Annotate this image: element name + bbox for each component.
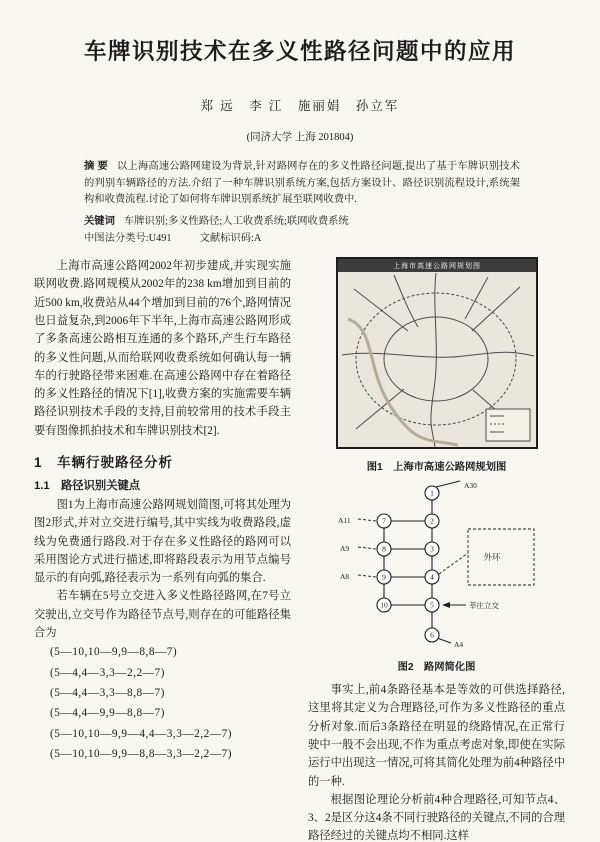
clc-number: 中图法分类号:U491 <box>84 233 172 245</box>
label-a30: A30 <box>463 481 477 491</box>
label-xinzhuang-interchange: 莘庄立交 <box>468 601 499 611</box>
path-intro-paragraph: 若车辆在5号立交进入多义性路径路网,在7号立交驶出,立交号作为路径节点号,则存在的可能路径集合为 <box>34 590 291 640</box>
path-item: (5—10,10—9,9—4,4—3,3—2,2—7) <box>50 727 233 740</box>
node-8: 8 <box>381 544 386 554</box>
interchange-arrowhead <box>442 602 450 608</box>
figure-2-caption: 图2 路网简化图 <box>397 662 476 674</box>
node-3: 3 <box>429 544 434 554</box>
section-1-1-heading: 1.1 路径识别关键点 <box>34 479 141 492</box>
section-1-1-paragraph: 图1为上海市高速公路网规划简图,可将其处理为图2形式,并对立交进行编号,其中实线为收费路段,虚线为免费通行路段.对于存在多义性路径的路网可以采用图论方式进行描述,即将路段表示为用节点编号显示的有向弧,路径表示为一系列有向弧的集合. <box>34 498 292 585</box>
abstract <box>84 159 520 209</box>
node-10: 10 <box>379 600 388 610</box>
node-2: 2 <box>429 516 434 526</box>
node-7: 7 <box>381 516 386 526</box>
figure-1-caption: 图1 上海市高速公路网规划图 <box>366 462 507 474</box>
keywords-label: 关键词 <box>84 216 115 228</box>
right-column <box>308 257 565 842</box>
node-6: 6 <box>429 630 434 640</box>
path-item: (5—10,10—9,9—8,8—7) <box>50 646 178 659</box>
label-a8: A8 <box>339 572 349 582</box>
keywords-text: 车牌识别;多义性路径;人工收费系统;联网收费系统 <box>123 216 349 228</box>
label-outer-ring: 外环 <box>482 552 501 563</box>
page-title: 车牌识别技术在多义性路径问题中的应用 <box>83 39 516 64</box>
node-4: 4 <box>429 572 434 582</box>
label-a11: A11 <box>337 516 351 526</box>
network-nodes <box>377 486 439 642</box>
network-diagram <box>332 479 542 649</box>
map-title-text: 上海市高速公路网规划图 <box>392 262 481 271</box>
label-a9: A9 <box>339 544 349 554</box>
authors: 郑 远 李 江 施丽娟 孙立军 <box>200 99 400 113</box>
node-9: 9 <box>381 572 386 582</box>
figure-1 <box>308 257 565 473</box>
intro-paragraph: 上海市高速公路网2002年初步建成,并实现实施联网收费.路网规模从2002年的238 km增加到目前的近500 km,收费站从44个增加到目前的76个,路网情况也日益复杂,到2006年下半年,上海市高速公路网形成了多条高速公路相互连通的多个路环,产生行车路径的多义性问题,从而给联网收费系统如何确认每一辆车的行驶路径带来困难.在高速公路网中存在着路径的多义性路径的情况下[1],收费方案的实施需要车辆路径识别技术手段的支持,目前较常用的技术手段主要有图像抓拍技术和车牌识别技术[2]. <box>34 260 291 437</box>
graph-theory-paragraph: 根据图论理论分析前4种合理路径,可知节点4、3、2是区分这4条不同行驶路径的关键点,不同的合理路径经过的关键点均不相同.这样 <box>308 793 566 842</box>
network-road-labels <box>338 481 501 649</box>
document-code: 文献标识码:A <box>199 233 262 245</box>
path-item: (5—4,4—9,9—8,8—7) <box>50 707 165 720</box>
node-1: 1 <box>429 488 434 498</box>
path-item: (5—10,10—9,9—8,8—3,3—2,2—7) <box>50 748 233 760</box>
affiliation: (同济大学 上海 201804) <box>246 132 354 143</box>
classification-line <box>84 229 520 244</box>
label-a4: A4 <box>453 640 463 650</box>
abstract-label: 摘 要 <box>84 161 108 172</box>
figure-2 <box>308 479 565 673</box>
abstract-text: 以上海高速公路网建设为背景,针对路网存在的多义性路径问题,提出了基于车牌识别技术的判别车辆路径的方法.介绍了一种车牌识别系统方案,包括方案设计、路径识别流程设计,系统架构和收费流程.讨论了如何将车牌识别系统扩展至联网收费中. <box>84 161 520 206</box>
path-item: (5—4,4—3,3—8,8—7) <box>50 687 165 700</box>
section-1-heading: 1 车辆行驶路径分析 <box>34 454 174 470</box>
keywords-line <box>84 212 520 227</box>
path-list <box>34 642 291 764</box>
left-column <box>34 257 291 842</box>
path-item: (5—4,4—3,3—2,2—7) <box>50 666 165 679</box>
highway-map-image <box>336 257 538 449</box>
two-column-body <box>34 257 566 842</box>
node-5: 5 <box>429 600 434 610</box>
map-legend <box>486 409 530 441</box>
network-node-numbers <box>380 489 434 640</box>
rational-path-paragraph: 事实上,前4条路径基本是等效的可供选择路径,这里将其定义为合理路径,可作为多义性路径的重点分析对象.而后3条路径在明显的绕路情况,在正常行驶中一般不会出现,不作为重点考虑对象,即使在实际运行中出现这一情况,可将其简化处理为前4种路径中的一种. <box>308 684 566 788</box>
